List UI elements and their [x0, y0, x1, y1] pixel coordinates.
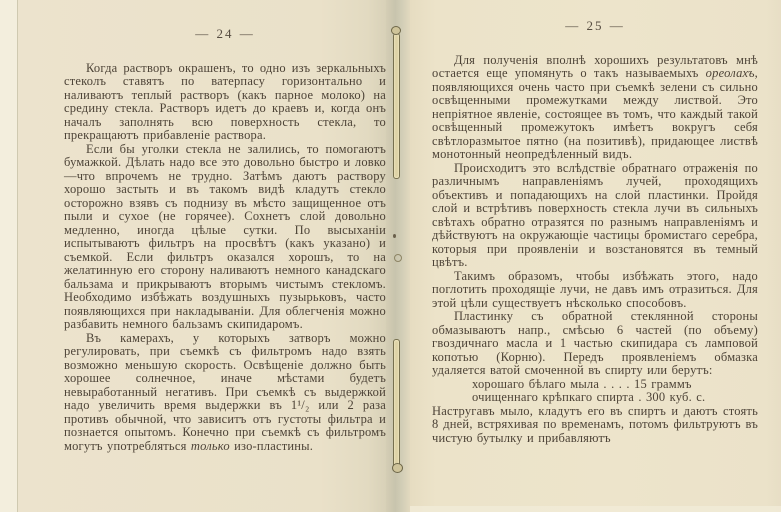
text-run: Если бы уголки стекла не залились, то помогаютъ бумажкой. Дѣлать надо все это довольно быстро и ловко—что впрочемъ не трудно. Затѣмъ даютъ раствору хорошо застыть и въ такомъ видѣ кладутъ стекло осторожно взявъ съ поднизу въ мѣсто защищенное отъ пыли и сухое (не горячее). Сохнетъ слой довольно медленно, иногда цѣлые сутки. По высыханіи испытываютъ фильтръ на просвѣтъ (какъ указано) и съемкой. Если фильтръ оказался хорошъ, то на желатинную его сторону наливаютъ немного канадскаго бальзама и прикрываютъ вторымъ чистымъ стекломъ. Необходимо избѣжать воздушныхъ пузырьковъ, часто появляющихся при накладываніи. Для облегченія можно разбавить немного бальзамъ скипидаромъ.	[64, 141, 386, 331]
text-run: Происходитъ это вслѣдствіе обратнаго отраженія по различнымъ направленіямъ лучей, проходящихъ объективъ и попадающихъ на слой пластинки. Пройдя слой и встрѣтивъ поверхность стекла лучи въ сильныхъ свѣтахъ обратно отразятся по разнымъ направленіямъ и дѣйствуютъ на окружающіе частицы бромистаго серебра, которыя при проявленіи и возстановятся въ темный цвѣтъ.	[432, 160, 758, 269]
paragraph	[432, 162, 758, 270]
text-run: Когда растворъ окрашенъ, то одно изъ зеркальныхъ стеколъ ставятъ по ватерпасу горизонтально и наливаютъ теплый растворъ (какъ парное молоко) на средину стекла. Растворъ идетъ до краевъ и, когда онъ началъ заполнять всю поверхность стекла, то прекращаютъ прибавленіе раствора.	[64, 60, 386, 142]
paragraph	[432, 310, 758, 378]
text-run: Въ камерахъ, у которыхъ затворъ можно регулировать, при съемкѣ съ фильтромъ надо взять возможно меньшую скорость. Освѣщеніе должно быть хорошее солнечное, иначе мѣстами будетъ невыработанный негативъ. При съемкѣ съ выдержкой надо увеличить время выдержки въ 1¹/₂ или 2 раза противъ обычной, что зависитъ отъ густоты фильтра и познается опытомъ. Конечно при съемкѣ съ фильтромъ могутъ употребляться	[64, 330, 386, 453]
underlying-page-edge	[0, 0, 18, 512]
stitch-hole	[394, 254, 402, 262]
paragraph	[64, 62, 386, 143]
page-24-body	[64, 62, 386, 454]
paragraph	[432, 54, 758, 162]
text-run: изо-пластины.	[229, 438, 314, 453]
text-run: очищеннаго крѣпкаго спирта . 300 куб. с.	[472, 390, 706, 404]
paragraph	[432, 405, 758, 446]
text-run: Настругавъ мыло, кладутъ его въ спиртъ и даютъ стоять 8 дней, встряхивая по временамъ, потомъ фильтруютъ въ чистую бутылку и прибавляютъ	[432, 403, 758, 445]
italic-text-run: ореолахъ	[705, 66, 755, 80]
text-run: хорошаго бѣлаго мыла . . . . 15 граммъ	[472, 376, 692, 391]
page-bottom-edge	[410, 506, 781, 512]
italic-text-run: только	[190, 438, 230, 453]
text-run: , появляющихся очень часто при съемкѣ зелени съ сильно освѣщенными промежутками между листвой. Это непріятное явленіе, состоящее въ томъ, что каждый такой освѣщенный промежутокъ имѣетъ вокругъ себя свѣтлоразмытое пятно (на позитивѣ), придающее листвѣ монотонный неопредѣленный видъ.	[432, 66, 758, 161]
page-number-right: — 25 —	[565, 18, 625, 33]
paragraph	[64, 332, 386, 454]
page-24-text	[64, 27, 386, 453]
page-25-body	[432, 54, 758, 446]
page-25-text	[432, 19, 758, 445]
text-run: Для полученія вполнѣ хорошихъ результатовъ мнѣ остается еще упомянуть о такъ называемыхъ	[432, 52, 758, 80]
paragraph	[472, 378, 758, 392]
paragraph	[432, 270, 758, 311]
thread-hole	[391, 26, 401, 35]
text-run: Пластинку съ обратной стеклянной стороны обмазываютъ напр., смѣсью 6 частей (по объему) гвоздичнаго масла и 1 частью скипидара съ ламповой копотью (Корню). Передъ проявленіемъ обмазка удаляется ватой смоченной въ спирту или берутъ:	[432, 309, 758, 377]
paragraph	[472, 391, 758, 405]
binding-thread-bottom	[393, 339, 400, 469]
binding-thread-top	[393, 33, 400, 179]
paper-speck	[393, 234, 396, 238]
thread-hole	[392, 463, 403, 473]
page-number-left: — 24 —	[195, 26, 255, 41]
paragraph	[64, 143, 386, 332]
text-run: Такимъ образомъ, чтобы избѣжать этого, надо поглотить проходящіе лучи, не давъ имъ отразиться. Для этой цѣли существуетъ нѣсколько способовъ.	[432, 268, 758, 310]
